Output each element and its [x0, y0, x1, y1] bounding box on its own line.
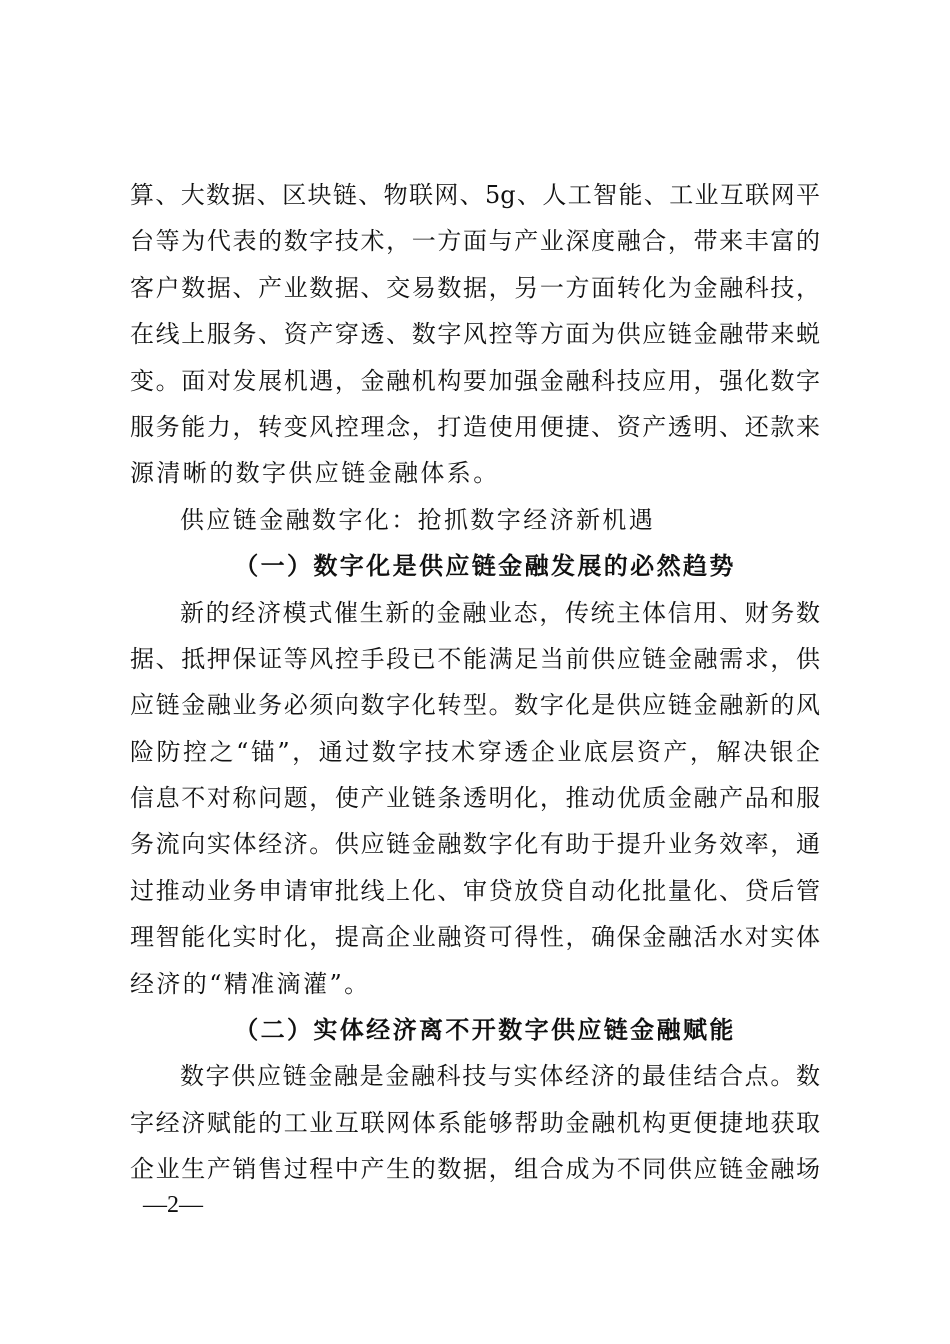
text-line: 字经济赋能的工业互联网体系能够帮助金融机构更便捷地获取	[130, 1108, 820, 1137]
text-line: 经济的“精准滴灌”。	[130, 969, 371, 998]
section-heading: （一）数字化是供应链金融发展的必然趋势	[234, 551, 736, 581]
text-line: 算、大数据、区块链、物联网、5g、人工智能、工业互联网平	[130, 181, 820, 209]
text-line: 过推动业务申请审批线上化、审贷放贷自动化批量化、贷后管	[130, 876, 820, 905]
text-line: 据、抵押保证等风控手段已不能满足当前供应链金融需求，供	[130, 644, 820, 673]
section-heading: （二）实体经济离不开数字供应链金融赋能	[234, 1015, 736, 1045]
text-line: 企业生产销售过程中产生的数据，组合成为不同供应链金融场	[130, 1155, 820, 1184]
text-line: 险防控之“锚”，通过数字技术穿透企业底层资产，解决银企	[130, 737, 820, 766]
text-line: 供应链金融数字化：抢抓数字经济新机遇	[180, 505, 656, 534]
text-line: 在线上服务、资产穿透、数字风控等方面为供应链金融带来蜕	[130, 320, 820, 349]
text-line: 数字供应链金融是金融科技与实体经济的最佳结合点。数	[180, 1062, 820, 1091]
text-line: 理智能化实时化，提高企业融资可得性，确保金融活水对实体	[130, 923, 820, 952]
document-body	[130, 172, 820, 1193]
text-line: 应链金融业务必须向数字化转型。数字化是供应链金融新的风	[130, 691, 820, 720]
page-number: —2—	[143, 1192, 203, 1218]
text-line: 源清晰的数字供应链金融体系。	[130, 459, 500, 488]
text-line: 服务能力，转变风控理念，打造使用便捷、资产透明、还款来	[130, 412, 820, 441]
text-line: 务流向实体经济。供应链金融数字化有助于提升业务效率，通	[130, 830, 820, 859]
text-line: 信息不对称问题，使产业链条透明化，推动优质金融产品和服	[130, 784, 820, 813]
text-line: 客户数据、产业数据、交易数据，另一方面转化为金融科技，	[130, 273, 820, 302]
text-line: 台等为代表的数字技术，一方面与产业深度融合，带来丰富的	[130, 227, 820, 256]
text-line: 变。面对发展机遇，金融机构要加强金融科技应用，强化数字	[130, 366, 820, 395]
text-line: 新的经济模式催生新的金融业态，传统主体信用、财务数	[180, 598, 820, 627]
